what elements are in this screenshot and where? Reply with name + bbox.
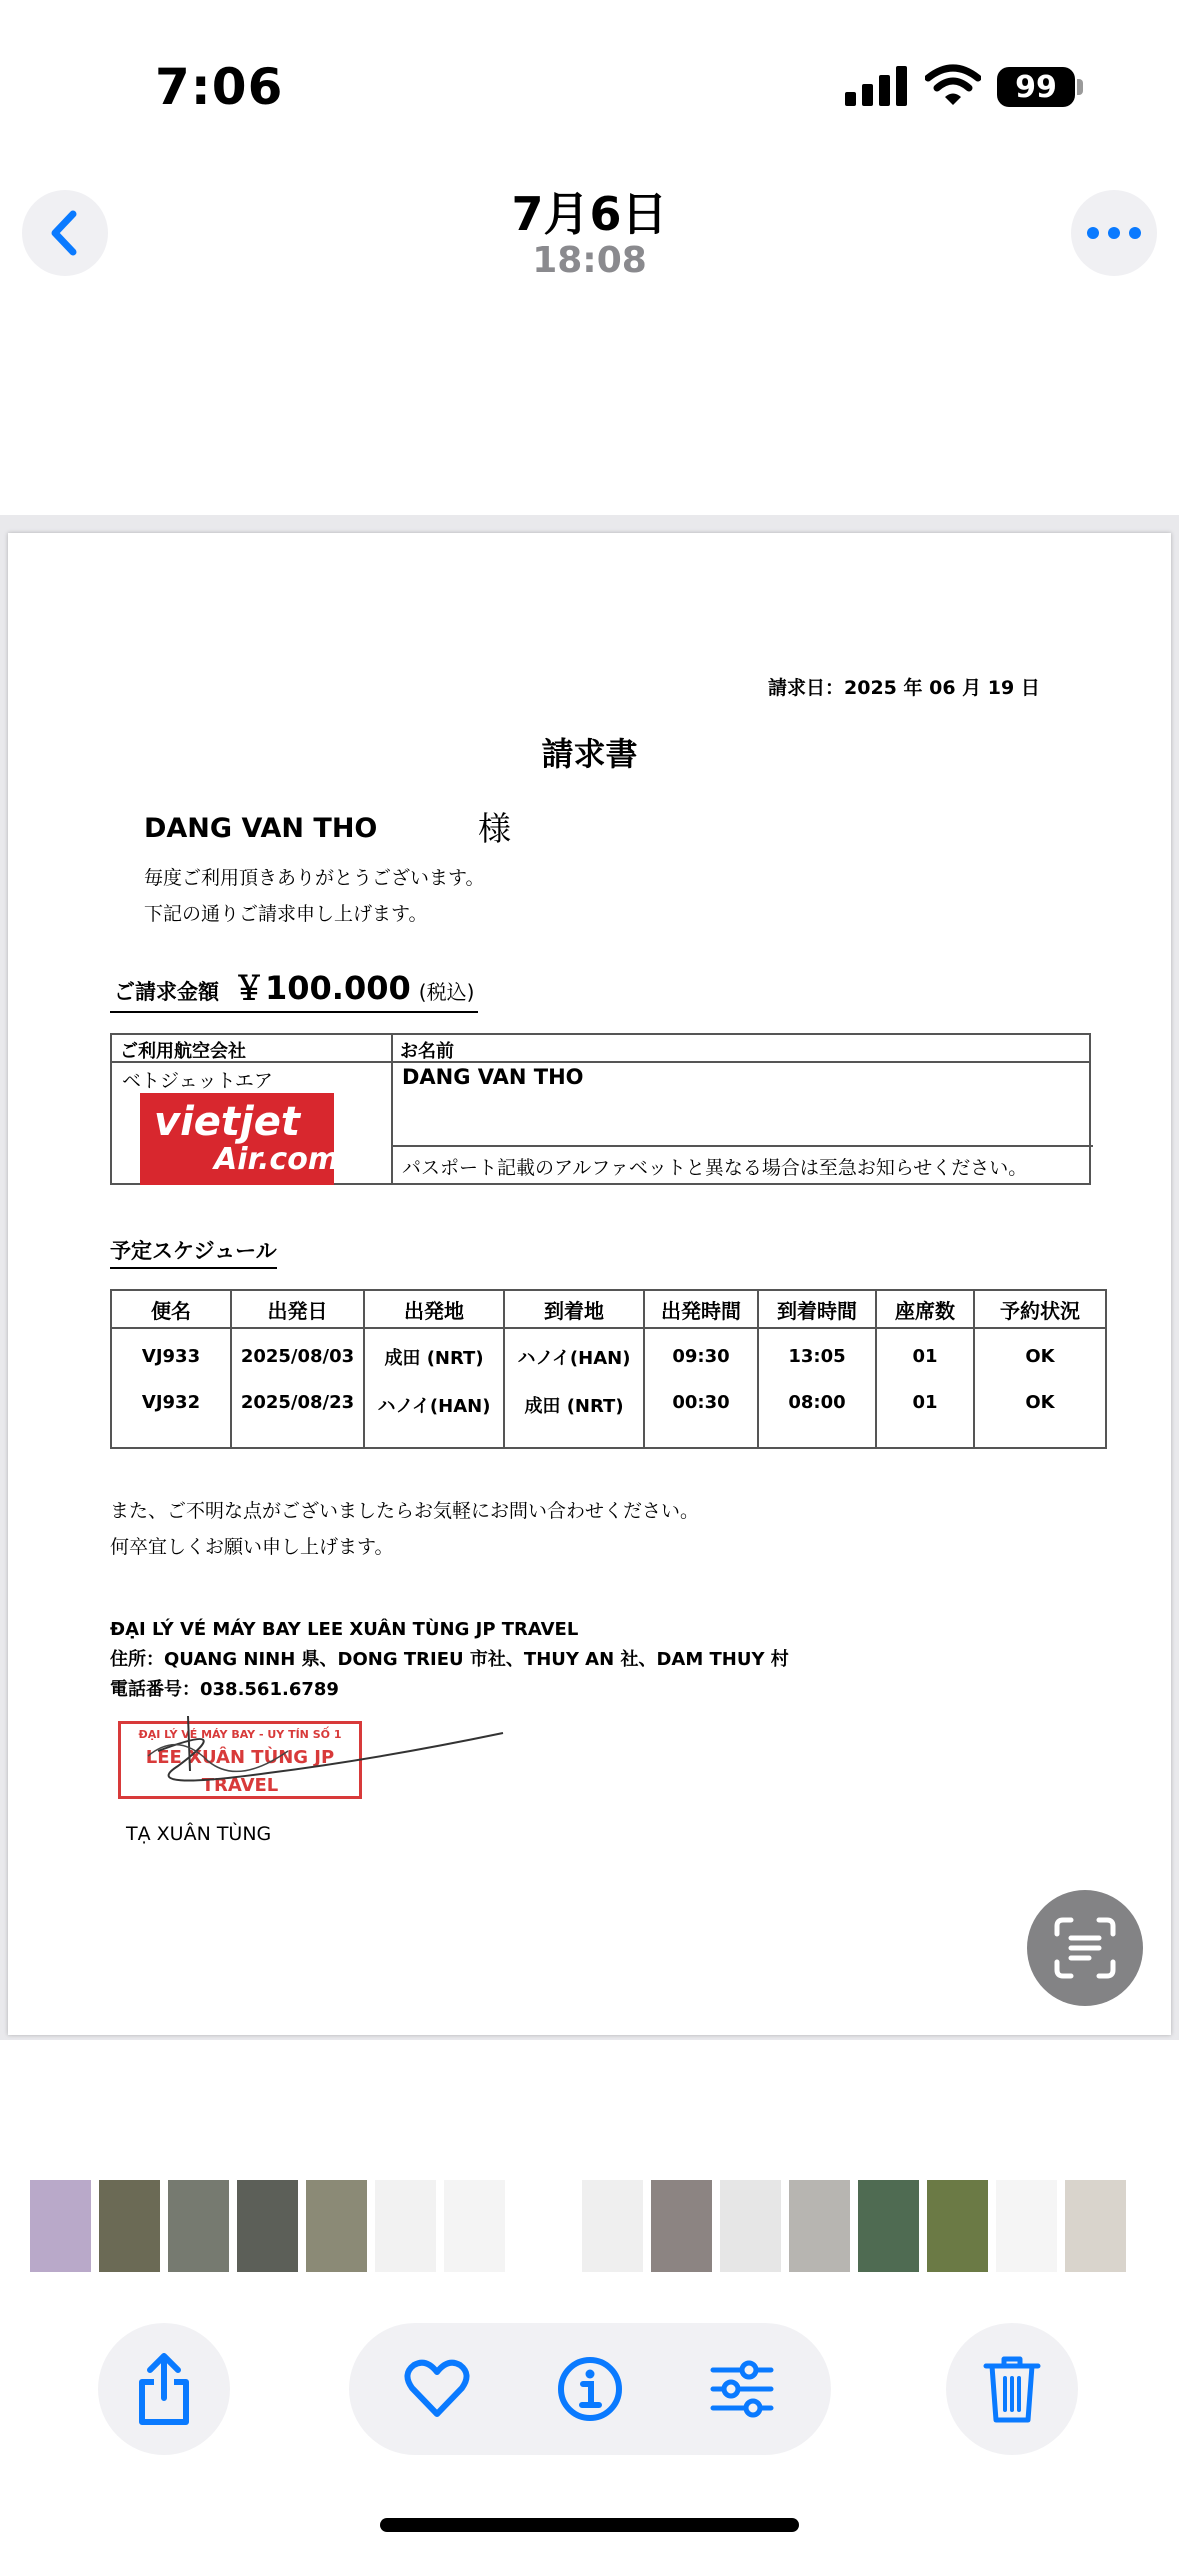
greeting	[144, 860, 484, 932]
amount-tax: (税込)	[418, 980, 475, 1004]
nav-subtitle: 18:08	[532, 240, 647, 281]
cellular-signal-icon	[845, 66, 907, 106]
invoice-date: 請求日：2025 年 06 月 19 日	[768, 677, 1040, 699]
honorific: 様	[478, 809, 511, 848]
cell-status: OK	[974, 1384, 1106, 1448]
favorite-heart-icon[interactable]	[404, 2356, 470, 2422]
ellipsis-icon	[1086, 226, 1142, 240]
table-divider	[391, 1035, 393, 1183]
thumb-document-5[interactable]	[1065, 2180, 1126, 2272]
delete-button[interactable]	[946, 2323, 1078, 2455]
header-status: 予約状況	[974, 1290, 1106, 1328]
thumb-product[interactable]	[858, 2180, 919, 2272]
agency-phone: 電話番号：038.561.6789	[110, 1679, 339, 1700]
nav-title: 7月6日	[511, 187, 668, 241]
amount-label: ご請求金額	[114, 980, 219, 1004]
cell-status: OK	[974, 1328, 1106, 1384]
passport-note: パスポート記載のアルファベットと異なる場合は至急お知らせください。	[402, 1157, 1028, 1179]
stamp-line-3: TRAVEL	[201, 1775, 279, 1796]
customer-name: DANG VAN THO	[144, 813, 378, 844]
schedule-table	[110, 1289, 1107, 1449]
billing-amount	[110, 963, 478, 1013]
agency-info	[110, 1615, 789, 1705]
wifi-icon	[925, 64, 981, 106]
thumb-child-road[interactable]	[306, 2180, 367, 2272]
live-text-icon	[1053, 1916, 1117, 1980]
info-icon[interactable]	[557, 2356, 623, 2422]
thumb-document-2[interactable]	[444, 2180, 505, 2272]
cell-origin: ハノイ(HAN)	[364, 1384, 504, 1448]
amount-value: ￥100.000	[233, 969, 411, 1007]
passenger-name: DANG VAN THO	[402, 1065, 584, 1089]
closing-text	[110, 1493, 699, 1565]
cell-destination: ハノイ(HAN)	[504, 1328, 644, 1384]
invoice-title: 請求書	[541, 735, 638, 773]
home-indicator[interactable]	[380, 2518, 799, 2532]
live-text-button[interactable]	[1027, 1890, 1143, 2006]
agency-address: 住所：QUANG NINH 県、DONG TRIEU 市社、THUY AN 社、DAM THUY 村	[110, 1649, 789, 1670]
cell-arrive-time: 13:05	[758, 1328, 876, 1384]
cell-depart-date: 2025/08/03	[231, 1328, 364, 1384]
schedule-title: 予定スケジュール	[110, 1235, 277, 1269]
header-origin: 出発地	[364, 1290, 504, 1328]
thumb-paper[interactable]	[789, 2180, 850, 2272]
thumb-child-walk[interactable]	[237, 2180, 298, 2272]
more-button[interactable]	[1071, 190, 1157, 276]
thumb-child-garden[interactable]	[99, 2180, 160, 2272]
header-flight: 便名	[111, 1290, 231, 1328]
cell-arrive-time: 08:00	[758, 1384, 876, 1448]
cell-seats: 01	[876, 1384, 974, 1448]
invoice-photo[interactable]	[8, 533, 1171, 2035]
thumb-invoice-current[interactable]	[513, 2180, 574, 2272]
battery-tip	[1077, 79, 1083, 95]
thumb-child-path[interactable]	[168, 2180, 229, 2272]
thumb-receipt[interactable]	[720, 2180, 781, 2272]
thumb-document-3[interactable]	[582, 2180, 643, 2272]
schedule-header-row	[111, 1290, 1106, 1328]
table-divider	[391, 1145, 1093, 1147]
airline-table	[110, 1033, 1091, 1185]
stamp-line-2: LEE XUÂN TÙNG JP	[145, 1747, 335, 1768]
stamp-line-1: ĐẠI LÝ VÉ MÁY BAY - UY TÍN SỐ 1	[138, 1728, 342, 1741]
signer-name: TẠ XUÂN TÙNG	[126, 1823, 272, 1845]
agency-name: ĐẠI LÝ VÉ MÁY BAY LEE XUÂN TÙNG JP TRAVEL	[110, 1619, 579, 1640]
battery-icon	[997, 67, 1075, 107]
battery-level: 99	[1015, 69, 1057, 105]
thumb-blur[interactable]	[651, 2180, 712, 2272]
greeting-line-2: 下記の通りご請求申し上げます。	[144, 903, 428, 925]
header-arrive-time: 到着時間	[758, 1290, 876, 1328]
logo-line-2: Air.com	[214, 1142, 340, 1177]
adjust-sliders-icon[interactable]	[709, 2356, 775, 2422]
header-seats: 座席数	[876, 1290, 974, 1328]
header-depart-time: 出発時間	[644, 1290, 758, 1328]
cell-depart-time: 09:30	[644, 1328, 758, 1384]
closing-line-2: 何卒宜しくお願い申し上げます。	[110, 1536, 394, 1558]
trash-icon	[982, 2354, 1042, 2424]
cell-flight: VJ933	[111, 1328, 231, 1384]
cell-destination: 成田 (NRT)	[504, 1384, 644, 1448]
thumbnail-strip[interactable]	[30, 2180, 1126, 2272]
greeting-line-1: 毎度ご利用頂きありがとうございます。	[144, 867, 485, 889]
status-time: 7:06	[155, 58, 284, 116]
name-header: お名前	[400, 1041, 454, 1062]
cell-depart-date: 2025/08/23	[231, 1384, 364, 1448]
table-row	[111, 1384, 1106, 1448]
closing-line-1: また、ご不明な点がございましたらお気軽にお問い合わせください。	[110, 1500, 700, 1522]
thumb-plants[interactable]	[927, 2180, 988, 2272]
thumb-document-1[interactable]	[375, 2180, 436, 2272]
photo-actions-group	[349, 2323, 831, 2455]
thumb-hydrangea[interactable]	[30, 2180, 91, 2272]
cell-depart-time: 00:30	[644, 1384, 758, 1448]
cell-flight: VJ932	[111, 1384, 231, 1448]
airline-name: ベトジェットエア	[122, 1070, 273, 1092]
header-depart-date: 出発日	[231, 1290, 364, 1328]
table-divider	[112, 1061, 1089, 1063]
table-row	[111, 1328, 1106, 1384]
signature	[118, 1711, 518, 1801]
vietjet-logo	[140, 1093, 340, 1185]
header-destination: 到着地	[504, 1290, 644, 1328]
logo-line-1: vietjet	[154, 1099, 300, 1145]
cell-origin: 成田 (NRT)	[364, 1328, 504, 1384]
share-icon	[132, 2352, 196, 2426]
thumb-document-4[interactable]	[996, 2180, 1057, 2272]
cell-seats: 01	[876, 1328, 974, 1384]
airline-header: ご利用航空会社	[120, 1041, 246, 1062]
share-button[interactable]	[98, 2323, 230, 2455]
